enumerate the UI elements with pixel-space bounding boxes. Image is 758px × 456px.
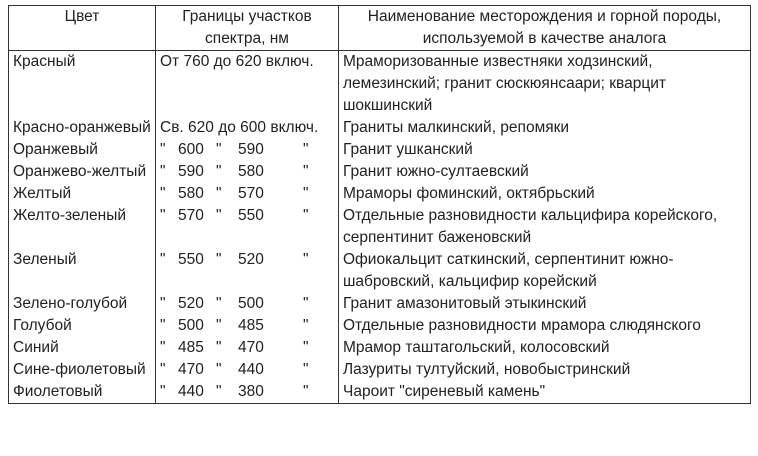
ditto-mark: ": [303, 339, 309, 356]
spacer: [273, 293, 303, 315]
spacer: [273, 183, 303, 205]
cell-color: Зеленый: [9, 249, 156, 293]
range-to: 485: [238, 317, 264, 334]
range-values: [160, 359, 334, 381]
cell-analog: Граниты малкинский, репомяки: [339, 117, 751, 139]
range-to: 380: [238, 383, 264, 400]
range-values: [160, 293, 334, 315]
cell-color: Фиолетовый: [9, 381, 156, 404]
ditto-mark: ": [160, 251, 166, 268]
cell-color: Оранжевый: [9, 139, 156, 161]
cell-range: [156, 381, 339, 404]
range-from: 470: [178, 361, 204, 378]
cell-range: [156, 315, 339, 337]
spectrum-analog-table: [8, 5, 751, 404]
table-row: [9, 205, 751, 249]
cell-analog: Офиокальцит саткинский, серпентинит южно-шабровский, кальцифир корейский: [339, 249, 751, 293]
range-from: 520: [178, 295, 204, 312]
cell-color: Желто-зеленый: [9, 205, 156, 249]
ditto-mark: ": [216, 163, 222, 180]
table-row: [9, 359, 751, 381]
table-row: [9, 139, 751, 161]
spacer: [273, 139, 303, 161]
cell-range: От 760 до 620 включ.: [156, 51, 339, 118]
spacer: [273, 161, 303, 183]
range-from: 550: [178, 251, 204, 268]
ditto-mark: ": [160, 141, 166, 158]
cell-analog: Мраморизованные известняки ходзинский, лемезинский; гранит сюскюянсаари; кварцит шокшинский: [339, 51, 751, 118]
table-row: [9, 337, 751, 359]
ditto-mark: ": [303, 361, 309, 378]
ditto-mark: ": [303, 295, 309, 312]
range-to: 440: [238, 361, 264, 378]
range-to: 580: [238, 163, 264, 180]
range-to: 590: [238, 141, 264, 158]
range-to: 470: [238, 339, 264, 356]
cell-color: Желтый: [9, 183, 156, 205]
table-row: [9, 293, 751, 315]
range-to: 500: [238, 295, 264, 312]
cell-color: Оранжево-желтый: [9, 161, 156, 183]
cell-analog: Гранит амазонитовый этыкинский: [339, 293, 751, 315]
ditto-mark: ": [160, 295, 166, 312]
range-from: 580: [178, 185, 204, 202]
cell-range: [156, 139, 339, 161]
cell-color: Красный: [9, 51, 156, 118]
cell-analog: Отдельные разновидности мрамора слюдянского: [339, 315, 751, 337]
cell-range: [156, 293, 339, 315]
ditto-mark: ": [303, 317, 309, 334]
ditto-mark: ": [216, 295, 222, 312]
range-to: 520: [238, 251, 264, 268]
ditto-mark: ": [160, 185, 166, 202]
cell-range: [156, 359, 339, 381]
spacer: [273, 359, 303, 381]
spacer: [273, 315, 303, 337]
spacer: [273, 337, 303, 359]
cell-range: Св. 620 до 600 включ.: [156, 117, 339, 139]
cell-range: [156, 249, 339, 293]
ditto-mark: ": [216, 339, 222, 356]
cell-analog: Мраморы фоминский, октябрьский: [339, 183, 751, 205]
range-values: [160, 381, 334, 403]
range-values: [160, 337, 334, 359]
ditto-mark: ": [216, 317, 222, 334]
cell-range: [156, 205, 339, 249]
table-row: [9, 117, 751, 139]
cell-color: Красно-оранжевый: [9, 117, 156, 139]
ditto-mark: ": [303, 163, 309, 180]
range-values: [160, 139, 334, 161]
ditto-mark: ": [216, 185, 222, 202]
cell-color: Зелено-голубой: [9, 293, 156, 315]
ditto-mark: ": [303, 251, 309, 268]
ditto-mark: ": [160, 361, 166, 378]
spacer: [273, 205, 303, 227]
ditto-mark: ": [216, 383, 222, 400]
range-values: [160, 183, 334, 205]
ditto-mark: ": [303, 207, 309, 224]
ditto-mark: ": [216, 141, 222, 158]
table-row: [9, 381, 751, 404]
range-from: 600: [178, 141, 204, 158]
cell-range: [156, 183, 339, 205]
range-from: 590: [178, 163, 204, 180]
cell-analog: Мрамор таштагольский, колосовский: [339, 337, 751, 359]
cell-analog: Лазуриты тултуйский, новобыстринский: [339, 359, 751, 381]
range-from: 570: [178, 207, 204, 224]
ditto-mark: ": [160, 207, 166, 224]
ditto-mark: ": [160, 383, 166, 400]
spacer: [273, 249, 303, 271]
range-from: 500: [178, 317, 204, 334]
ditto-mark: ": [160, 339, 166, 356]
table-row: [9, 315, 751, 337]
range-from: 440: [178, 383, 204, 400]
header-color: Цвет: [9, 6, 156, 51]
cell-analog: Гранит южно-султаевский: [339, 161, 751, 183]
range-values: [160, 249, 334, 271]
table-body: [9, 51, 751, 404]
range-to: 550: [238, 207, 264, 224]
table-row: [9, 51, 751, 118]
range-from: 485: [178, 339, 204, 356]
range-values: [160, 315, 334, 337]
cell-analog: Отдельные разновидности кальцифира корейского, серпентинит баженовский: [339, 205, 751, 249]
range-to: 570: [238, 185, 264, 202]
cell-color: Голубой: [9, 315, 156, 337]
ditto-mark: ": [216, 207, 222, 224]
cell-range: [156, 337, 339, 359]
ditto-mark: ": [160, 163, 166, 180]
header-analog: Наименование месторождения и горной породы, используемой в качестве аналога: [339, 6, 751, 51]
spacer: [273, 381, 303, 403]
cell-analog: Гранит ушканский: [339, 139, 751, 161]
ditto-mark: ": [216, 251, 222, 268]
ditto-mark: ": [303, 383, 309, 400]
ditto-mark: ": [303, 185, 309, 202]
ditto-mark: ": [160, 317, 166, 334]
ditto-mark: ": [216, 361, 222, 378]
cell-range: [156, 161, 339, 183]
table-header-row: [9, 6, 751, 51]
ditto-mark: ": [303, 141, 309, 158]
range-values: [160, 205, 334, 227]
range-values: [160, 161, 334, 183]
cell-color: Синий: [9, 337, 156, 359]
table-row: [9, 249, 751, 293]
header-range: Границы участков спектра, нм: [156, 6, 339, 51]
cell-analog: Чароит "сиреневый камень": [339, 381, 751, 404]
table-row: [9, 183, 751, 205]
table-row: [9, 161, 751, 183]
cell-color: Сине-фиолетовый: [9, 359, 156, 381]
